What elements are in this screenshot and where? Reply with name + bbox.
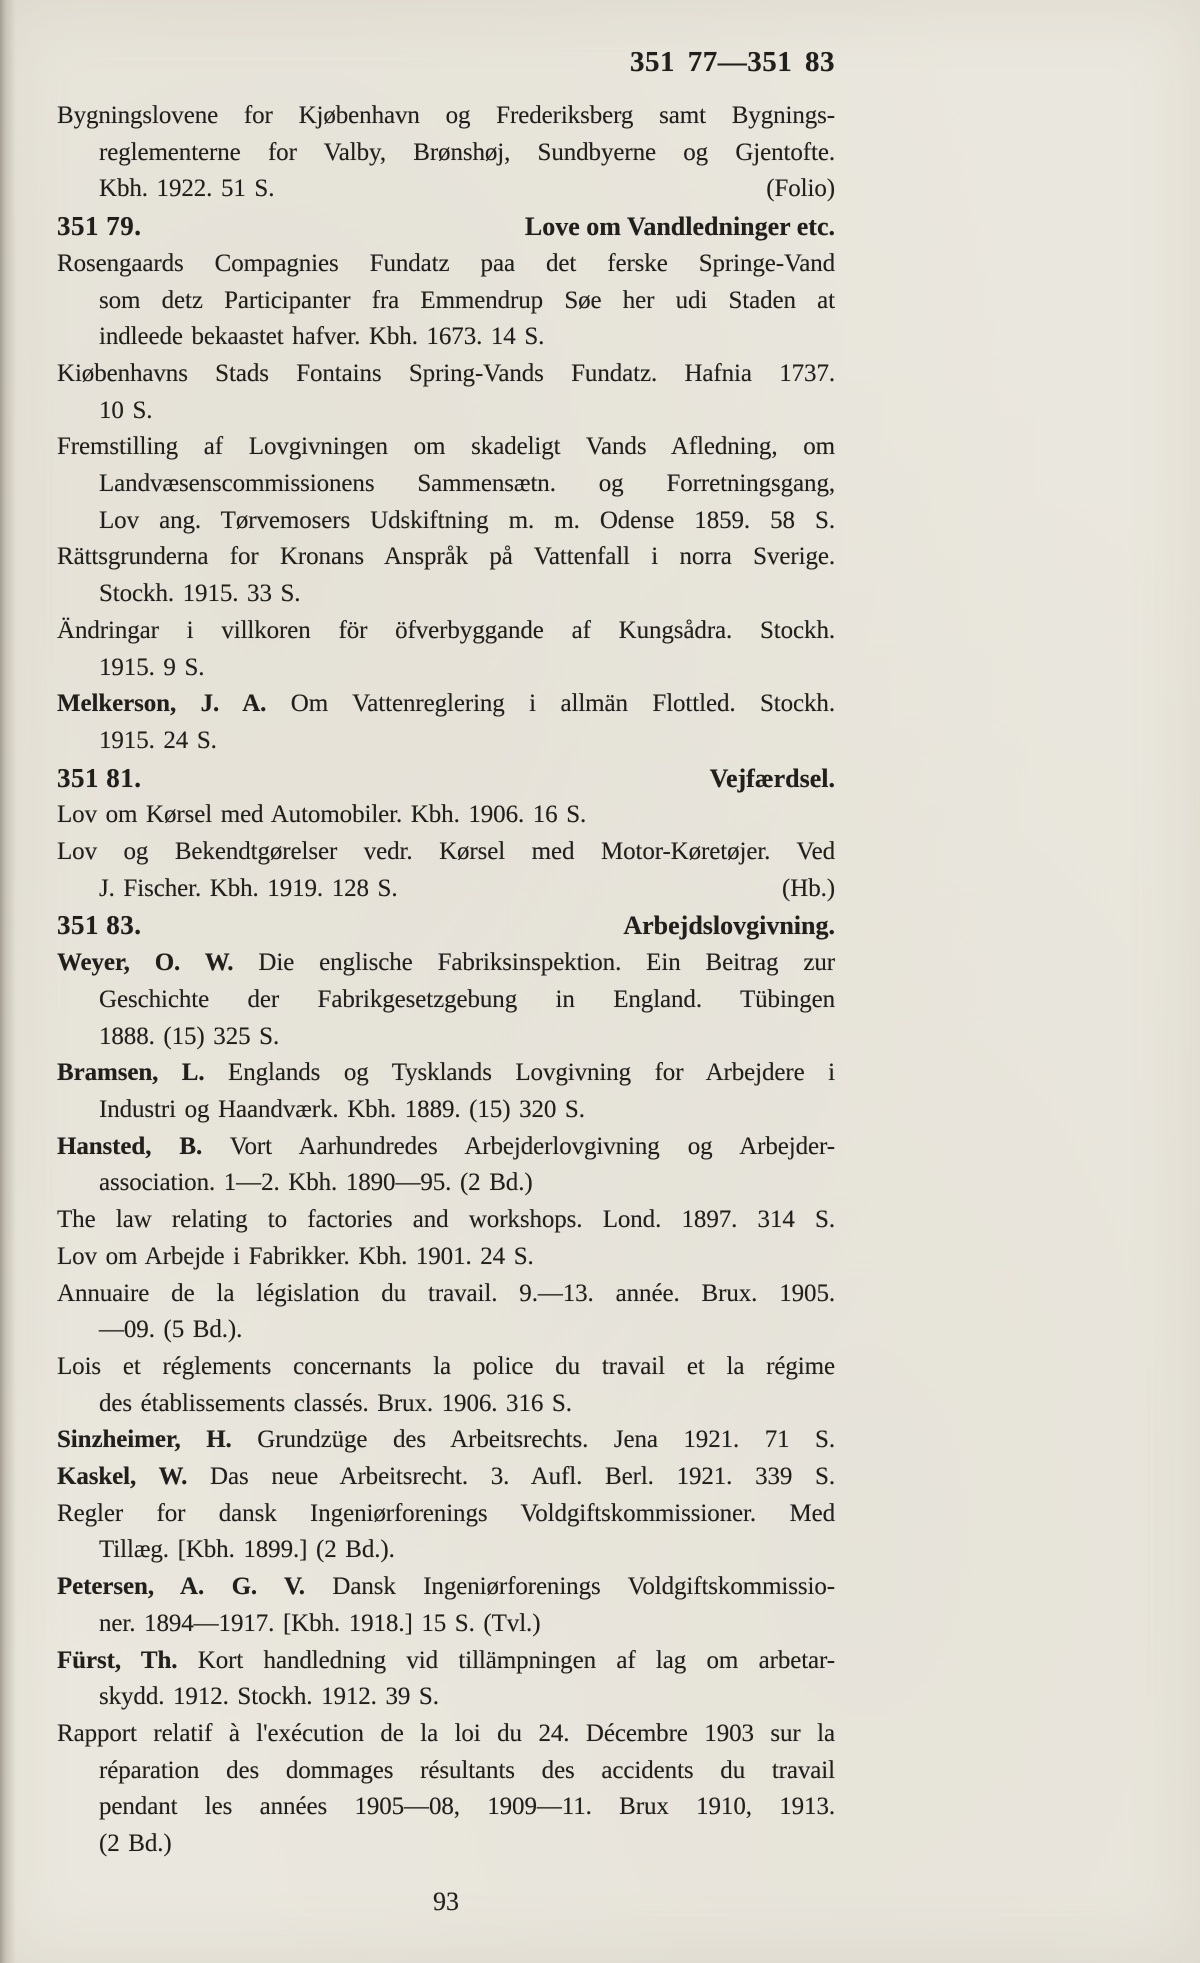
catalog-entry xyxy=(57,613,835,686)
entry-text: reglementerne for Valby, Brønshøj, Sundbyerne og Gjentofte. xyxy=(99,138,835,166)
entry-line xyxy=(57,1055,835,1092)
entry-line xyxy=(57,1679,835,1716)
catalog-entry xyxy=(57,539,835,612)
entry-text: Kort handledning vid tillämpningen af lag om arbetar- xyxy=(177,1646,836,1674)
entry-text: Fremstilling af Lovgivningen om skadeligt Vands Afledning, om xyxy=(57,433,835,461)
entry-line xyxy=(57,871,835,908)
catalog-entry xyxy=(57,356,835,429)
entry-line xyxy=(57,945,835,982)
catalog-entry xyxy=(57,1422,835,1459)
entry-line xyxy=(57,797,835,834)
entries-container xyxy=(57,98,835,1863)
section-heading xyxy=(57,760,835,798)
entry-text: 10 S. xyxy=(99,396,153,424)
entry-line xyxy=(57,466,835,503)
entry-line xyxy=(57,1312,835,1349)
entry-text: Lov om Kørsel med Automobiler. Kbh. 1906. 16 S. xyxy=(57,801,587,829)
catalog-entry xyxy=(57,1349,835,1422)
section-number: 351 83. xyxy=(57,910,142,941)
entry-line xyxy=(57,1532,835,1569)
entry-text: ner. 1894—1917. [Kbh. 1918.] 15 S. (Tvl.) xyxy=(99,1609,541,1637)
entry-line xyxy=(57,319,835,356)
format-note: (Hb.) xyxy=(782,874,835,902)
entry-line xyxy=(57,283,835,320)
entry-line xyxy=(57,171,835,208)
entry-line xyxy=(57,1165,835,1202)
catalog-entry xyxy=(57,834,835,907)
catalog-entry xyxy=(57,945,835,1055)
entry-text: Om Vattenreglering i allmän Flottled. Stockh. xyxy=(266,690,835,718)
entry-line xyxy=(57,1202,835,1239)
entry-text: Lov ang. Tørvemosers Udskiftning m. m. Odense 1859. 58 S. xyxy=(99,506,835,534)
catalog-entry xyxy=(57,98,835,208)
author-name: Fürst, Th. xyxy=(57,1646,178,1674)
author-name: Bramsen, L. xyxy=(57,1059,205,1087)
entry-text: Englands og Tysklands Lovgivning for Arbejdere i xyxy=(204,1059,835,1087)
author-name: Hansted, B. xyxy=(57,1132,203,1160)
entry-line xyxy=(57,613,835,650)
entry-text: Rättsgrunderna for Kronans Anspråk på Vattenfall i norra Sverige. xyxy=(57,543,835,571)
entry-text: Vort Aarhundredes Arbejderlovgivning og Arbejder- xyxy=(202,1132,835,1160)
catalog-entry xyxy=(57,1716,835,1863)
entry-line xyxy=(57,834,835,871)
entry-text: som detz Participanter fra Emmendrup Søe her udi Staden at xyxy=(99,286,835,314)
entry-text: Ändringar i villkoren för öfverbyggande af Kungsådra. Stockh. xyxy=(57,616,835,644)
entry-text: Dansk Ingeniørforenings Voldgiftskommissio- xyxy=(304,1573,835,1601)
entry-line xyxy=(57,1606,835,1643)
entry-text: Regler for dansk Ingeniørforenings Voldgiftskommissioner. Med xyxy=(57,1499,835,1527)
entry-text: association. 1—2. Kbh. 1890—95. (2 Bd.) xyxy=(99,1169,533,1197)
entry-line xyxy=(57,1459,835,1496)
entry-text: Lov og Bekendtgørelser vedr. Kørsel med Motor-Køretøjer. Ved xyxy=(57,838,835,866)
entry-text: 1888. (15) 325 S. xyxy=(99,1022,280,1050)
entry-text: Grundzüge des Arbeitsrechts. Jena 1921. 71 S. xyxy=(231,1426,835,1454)
entry-text: Kbh. 1922. 51 S. xyxy=(99,175,275,203)
entry-text: Bygningslovene for Kjøbenhavn og Frederiksberg samt Bygnings- xyxy=(57,102,835,129)
entry-line xyxy=(57,1129,835,1166)
entry-line xyxy=(57,1789,835,1826)
entry-line xyxy=(57,393,835,430)
entry-text: Rapport relatif à l'exécution de la loi du 24. Décembre 1903 sur la xyxy=(57,1719,835,1747)
section-heading xyxy=(57,208,835,246)
entry-text: 1915. 24 S. xyxy=(99,726,217,754)
entry-text: J. Fischer. Kbh. 1919. 128 S. xyxy=(99,874,398,902)
section-title: Vejfærdsel. xyxy=(709,763,835,793)
entry-text: The law relating to factories and workshops. Lond. 1897. 314 S. xyxy=(57,1206,835,1234)
entry-line xyxy=(57,356,835,393)
entry-text: Kiøbenhavns Stads Fontains Spring-Vands Fundatz. Hafnia 1737. xyxy=(57,359,835,387)
entry-line xyxy=(57,429,835,466)
catalog-entry xyxy=(57,246,835,356)
entry-text: (2 Bd.) xyxy=(99,1830,172,1858)
entry-line xyxy=(57,1753,835,1790)
section-number: 351 81. xyxy=(57,762,142,793)
entry-line xyxy=(57,982,835,1019)
entry-line xyxy=(57,1496,835,1533)
section-title: Love om Vandledninger etc. xyxy=(524,212,835,242)
entry-line xyxy=(57,1716,835,1753)
catalog-entry xyxy=(57,1459,835,1496)
author-name: Melkerson, J. A. xyxy=(57,690,267,718)
section-number: 351 79. xyxy=(57,211,142,242)
entry-line xyxy=(57,98,835,135)
catalog-entry xyxy=(57,1055,835,1128)
catalog-entry xyxy=(57,1569,835,1642)
entry-line xyxy=(57,650,835,687)
entry-text: Annuaire de la législation du travail. 9.—13. année. Brux. 1905. xyxy=(57,1279,835,1307)
catalog-entry xyxy=(57,1239,835,1276)
entry-text: 1915. 9 S. xyxy=(99,653,205,681)
entry-line xyxy=(57,503,835,540)
entry-line xyxy=(57,1092,835,1129)
catalog-entry xyxy=(57,1276,835,1349)
catalog-entry xyxy=(57,797,835,834)
entry-line xyxy=(57,1019,835,1056)
entry-text: Lov om Arbejde i Fabrikker. Kbh. 1901. 24 S. xyxy=(57,1242,534,1270)
entry-line xyxy=(57,1276,835,1313)
catalog-entry xyxy=(57,1643,835,1716)
entry-line xyxy=(57,539,835,576)
entry-text: indleede bekaastet hafver. Kbh. 1673. 14 S. xyxy=(99,323,545,351)
entry-text: pendant les années 1905—08, 1909—11. Brux 1910, 1913. xyxy=(99,1793,835,1821)
catalog-entry xyxy=(57,1202,835,1239)
page-number: 93 xyxy=(433,1886,459,1916)
format-note: (Folio) xyxy=(766,175,835,203)
entry-text: Landvæsenscommissionens Sammensætn. og Forretningsgang, xyxy=(99,470,835,498)
author-name: Petersen, A. G. V. xyxy=(57,1573,305,1601)
entry-text: —09. (5 Bd.). xyxy=(99,1316,243,1344)
entry-text: Lois et réglements concernants la police du travail et la régime xyxy=(57,1352,835,1380)
entry-text: Rosengaards Compagnies Fundatz paa det ferske Springe-Vand xyxy=(57,249,835,277)
catalog-entry xyxy=(57,686,835,759)
section-title: Arbejdslovgivning. xyxy=(623,911,835,941)
entry-line xyxy=(57,135,835,172)
entry-line xyxy=(57,1386,835,1423)
entry-line xyxy=(57,723,835,760)
entry-line xyxy=(57,1826,835,1863)
entry-text: Das neue Arbeitsrecht. 3. Aufl. Berl. 1921. 339 S. xyxy=(187,1463,835,1491)
catalog-entry xyxy=(57,1496,835,1569)
entry-text: skydd. 1912. Stockh. 1912. 39 S. xyxy=(99,1683,439,1711)
entry-text: Industri og Haandværk. Kbh. 1889. (15) 320 S. xyxy=(99,1095,585,1123)
entry-line xyxy=(57,686,835,723)
catalog-entry xyxy=(57,429,835,539)
text-column xyxy=(57,44,835,1920)
entry-line xyxy=(57,1643,835,1680)
entry-text: des établissements classés. Brux. 1906. 316 S. xyxy=(99,1389,572,1417)
page-header-range: 351 77—351 83 xyxy=(630,46,835,78)
entry-line xyxy=(57,246,835,283)
entry-text: Geschichte der Fabrikgesetzgebung in England. Tübingen xyxy=(99,985,835,1013)
catalog-entry xyxy=(57,1129,835,1202)
author-name: Sinzheimer, H. xyxy=(57,1426,232,1454)
author-name: Kaskel, W. xyxy=(57,1463,188,1491)
entry-text: Stockh. 1915. 33 S. xyxy=(99,580,301,608)
author-name: Weyer, O. W. xyxy=(57,949,234,977)
entry-line xyxy=(57,1569,835,1606)
entry-line xyxy=(57,1422,835,1459)
entry-line xyxy=(57,1239,835,1276)
entry-text: Die englische Fabriksinspektion. Ein Beitrag zur xyxy=(233,949,835,977)
entry-line xyxy=(57,576,835,613)
entry-line xyxy=(57,1349,835,1386)
section-heading xyxy=(57,907,835,945)
entry-text: réparation des dommages résultants des accidents du travail xyxy=(99,1756,835,1784)
entry-text: Tillæg. [Kbh. 1899.] (2 Bd.). xyxy=(99,1536,395,1564)
